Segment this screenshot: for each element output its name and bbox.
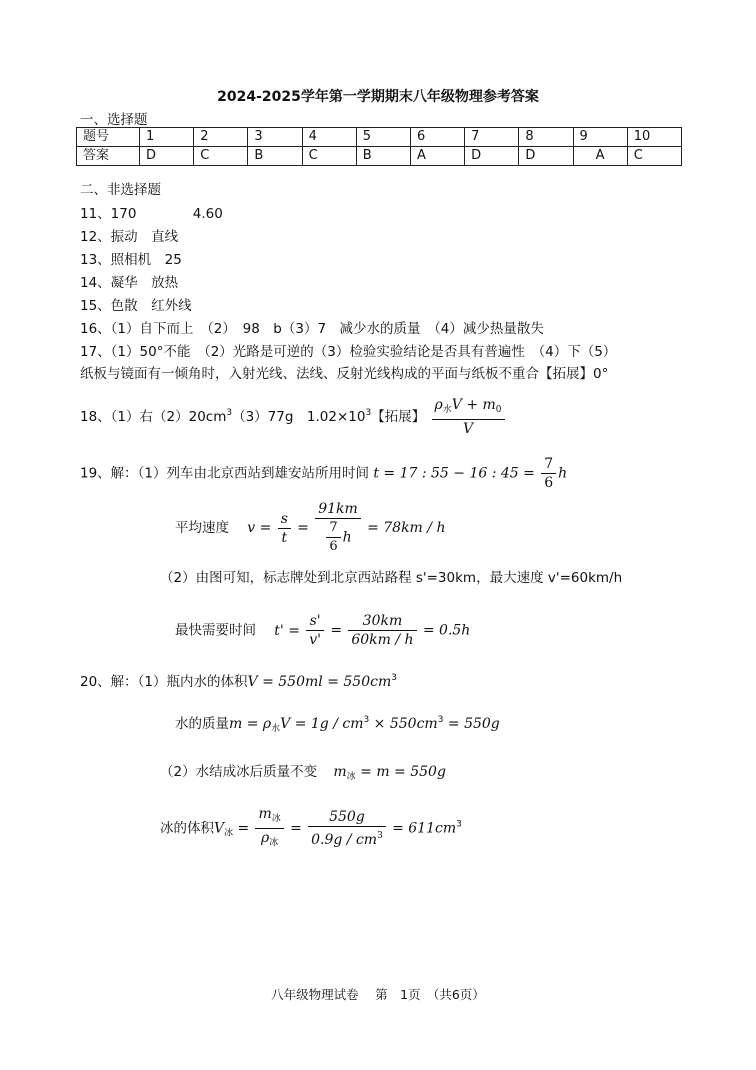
table-cell: B <box>248 147 302 166</box>
q19-t2-fraction2 <box>348 612 416 649</box>
q20-ice-result: = 611cm <box>392 820 457 837</box>
q19-v-den-unit: h <box>342 529 352 546</box>
q20-ice-den2: 0.9g / cm <box>311 832 378 848</box>
q18-sup: 3 <box>226 408 233 418</box>
q20-vol-expr: V = 550ml = 550cm <box>247 674 392 690</box>
q20-vol-sup: 3 <box>391 673 397 683</box>
answer-q14: 14、凝华 放热 <box>80 275 179 291</box>
q20-ice-den: ρ <box>260 830 270 846</box>
q20-ice-expr: = m = 550g <box>355 764 446 780</box>
q18-sup2: 3 <box>365 408 372 418</box>
table-cell: 1 <box>140 128 194 147</box>
q20-ice-den-sub: 冰 <box>269 838 279 848</box>
q19-avg-label: 平均速度 <box>175 520 229 536</box>
q20-ice-V: V <box>214 820 225 837</box>
answer-q15: 15、色散 红外线 <box>80 298 192 314</box>
q20-ice-m: m <box>333 764 347 780</box>
q20-mass-mid: × 550cm <box>369 716 438 732</box>
q19-t2-num: s' <box>309 613 321 629</box>
table-cell: D <box>140 147 194 166</box>
q20-mass-result: = 550g <box>443 716 500 732</box>
q20-mass-expr: V = 1g / cm <box>280 716 364 732</box>
q20-ice-result-sup: 3 <box>456 819 462 830</box>
q20-ice-den2-sup: 3 <box>377 831 383 841</box>
q19-v-result: = 78km / h <box>367 520 446 536</box>
section-heading-nonchoice: 二、非选择题 <box>80 182 161 198</box>
answer-q13: 13、照相机 25 <box>80 252 182 268</box>
table-cell: 9 <box>573 128 627 147</box>
table-cell: 5 <box>356 128 410 147</box>
table-cell: 2 <box>194 128 248 147</box>
formula-denominator: V <box>462 421 474 437</box>
q20-ice-fraction2 <box>308 808 386 849</box>
q20-ice-vol-label: 冰的体积 <box>160 820 214 837</box>
page-title: 2024-2025学年第一学期期末八年级物理参考答案 <box>217 89 539 105</box>
formula-numerator: V + m <box>451 397 496 413</box>
q19-fast-label: 最快需要时间 <box>175 622 256 639</box>
table-cell: 8 <box>519 128 573 147</box>
q18-formula <box>432 396 505 438</box>
table-row-numbers <box>77 128 682 147</box>
table-cell: 6 <box>410 128 464 147</box>
answer-q19-avg <box>175 500 445 556</box>
q20-mass-sub: 水 <box>271 724 281 734</box>
q20-mass-label: 水的质量 <box>175 716 229 732</box>
q18-part1: 18、（1）右（2）20cm <box>80 409 227 425</box>
table-cell: D <box>465 147 519 166</box>
q19-v-fraction2 <box>315 500 361 556</box>
q20-ice-num: m <box>258 806 272 822</box>
page-footer: 八年级物理试卷 第 1页 （共6页） <box>271 987 485 1002</box>
q19-time-num: 7 <box>541 455 556 474</box>
table-cell: A <box>573 147 627 166</box>
table-header-answer: 答案 <box>77 147 140 166</box>
q20-ice-V-sub: 冰 <box>224 828 234 839</box>
q19-t2-num2: 30km <box>362 613 403 629</box>
table-cell: D <box>519 147 573 166</box>
q20-ice-sub: 冰 <box>346 772 356 782</box>
answer-q19-fastest: 最快需要时间 t' = $\frac{s'}{v'}$ = $\frac{30km}{60km / h}$ = 0.5h <box>175 613 471 648</box>
q20-mass-sup2: 3 <box>437 715 444 725</box>
q20-ice-num2: 550g <box>329 809 365 825</box>
answer-q20-line1 <box>80 670 397 690</box>
q19-time-fraction <box>541 455 556 492</box>
table-cell: C <box>627 147 681 166</box>
q19-t2-den2: 60km / h <box>351 632 414 648</box>
table-cell: 10 <box>627 128 681 147</box>
table-header-number: 题号 <box>77 128 140 147</box>
table-cell: 3 <box>248 128 302 147</box>
answer-q17-line1: 17、（1）50°不能 （2）光路是可逆的（3）检验实验结论是否具有普遍性 （4）下（5） <box>80 344 617 360</box>
q18-ext-label: 【拓展】 <box>371 409 426 425</box>
answer-q18 <box>80 396 507 438</box>
q19-v-eq: = <box>297 520 309 536</box>
answer-table <box>76 127 682 166</box>
table-cell: B <box>356 147 410 166</box>
table-cell: C <box>194 147 248 166</box>
q18-part2: （3）77g 1.02×10 <box>232 409 366 425</box>
q19-t2-lhs: t' = <box>274 622 300 639</box>
q19-v-fraction <box>278 510 291 547</box>
answer-q19-line1 <box>80 455 567 492</box>
table-cell: C <box>302 147 356 166</box>
rho-subscript: 水 <box>442 405 452 415</box>
q19-v-num2: 91km <box>318 501 358 517</box>
answer-q11 <box>80 202 223 222</box>
table-cell: A <box>410 147 464 166</box>
answer-q11-a: 11、170 <box>80 206 137 222</box>
m0-subscript: 0 <box>495 405 502 415</box>
answer-q20-part2 <box>160 760 446 782</box>
rho-symbol: ρ <box>434 397 443 413</box>
q19-label: 19、解：（1）列车由北京西站到雄安站所用时间 <box>80 465 370 482</box>
q20-mass-lhs: m = ρ <box>229 716 272 732</box>
answer-q19-part2: （2）由图可知，标志牌处到北京西站路程 s'=30km，最大速度 v'=60km/h <box>160 570 623 586</box>
q19-v-num: s <box>280 510 288 527</box>
section-heading-choice: 一、选择题 <box>80 112 148 128</box>
q20-part2-text: （2）水结成冰后质量不变 <box>160 764 318 780</box>
table-cell: 4 <box>302 128 356 147</box>
q19-t2-den: v' <box>309 632 322 648</box>
q20-label: 20、解：（1）瓶内水的体积 <box>80 674 248 690</box>
q19-t2-fraction <box>306 612 324 649</box>
answer-q20-ice-volume: 冰的体积$V_冰$ = $\frac{m_冰}{\rho_冰}$ = $\frac{550g}{0.9g / cm^3}$ = $611cm^3$ <box>160 805 462 852</box>
table-cell: 7 <box>465 128 519 147</box>
answer-q12: 12、振动 直线 <box>80 229 179 245</box>
answer-q11-b: 4.60 <box>192 206 223 222</box>
q19-time-den: 6 <box>544 475 554 491</box>
q19-time-expr: t = 17 : 55 − 16 : 45 = <box>373 465 535 482</box>
answer-q16: 16、（1）自下而上 （2） 98 b（3）7 减少水的质量 （4）减少热量散失 <box>80 321 544 337</box>
answer-q17-line2: 纸板与镜面有一倾角时，入射光线、法线、反射光线构成的平面与纸板不重合【拓展】0° <box>80 366 609 382</box>
q20-ice-num-sub: 冰 <box>271 814 281 824</box>
q19-v-den-den: 6 <box>329 539 338 554</box>
q19-time-unit: h <box>558 465 568 482</box>
table-row-answers <box>77 147 682 166</box>
q19-v-den: t <box>281 529 288 546</box>
q20-mass-sup1: 3 <box>363 715 370 725</box>
q20-ice-fraction <box>255 805 283 852</box>
q19-t2-result: = 0.5h <box>422 622 471 639</box>
answer-q20-mass <box>175 712 500 734</box>
q19-v-den-num: 7 <box>326 519 340 538</box>
q19-v-lhs: v = <box>247 520 272 536</box>
